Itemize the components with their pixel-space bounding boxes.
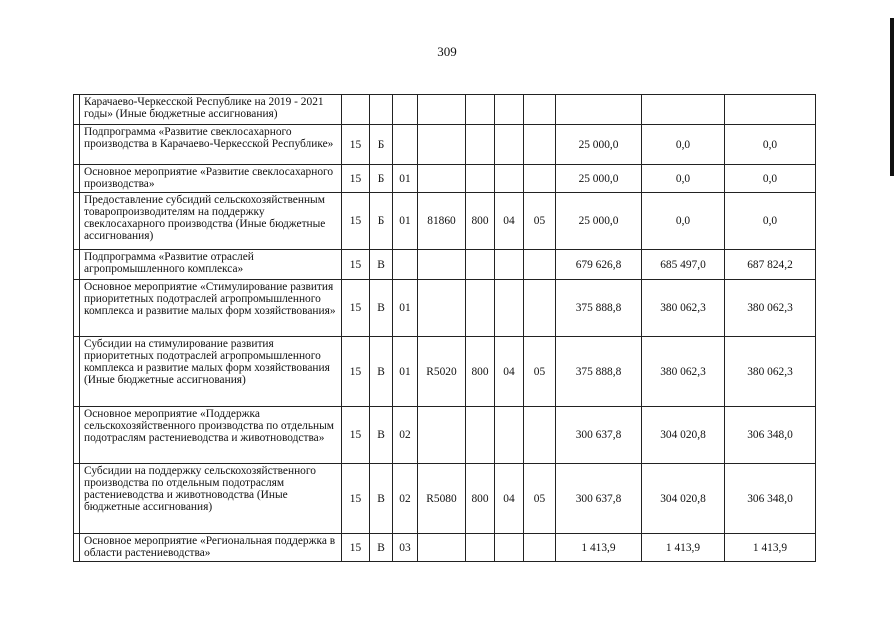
item-name: Подпрограмма «Развитие отраслей агропромышленного комплекса» <box>80 250 342 280</box>
amount-2020 <box>642 95 725 125</box>
amount-2019: 25 000,0 <box>556 165 642 193</box>
item-name: Субсидии на стимулирование развития приоритетных подотраслей агропромышленного комплекса и развитие малых форм хозяйствования (Иные бюджетные ассигнования) <box>80 337 342 407</box>
subsection: 05 <box>524 337 556 407</box>
subsection <box>524 250 556 280</box>
subsection <box>524 125 556 165</box>
program-code: 15 <box>342 165 370 193</box>
subprogram-code: Б <box>370 193 393 250</box>
subprogram-code: Б <box>370 125 393 165</box>
activity-code: 01 <box>393 165 418 193</box>
expense-type: 800 <box>466 193 495 250</box>
amount-2021: 380 062,3 <box>725 337 816 407</box>
direction-code <box>418 280 466 337</box>
amount-2020: 380 062,3 <box>642 280 725 337</box>
subsection <box>524 407 556 464</box>
table-row <box>74 250 816 280</box>
amount-2021: 380 062,3 <box>725 280 816 337</box>
budget-table <box>73 94 816 562</box>
section <box>495 280 524 337</box>
amount-2021: 306 348,0 <box>725 464 816 534</box>
direction-code <box>418 95 466 125</box>
section <box>495 534 524 562</box>
table-row <box>74 125 816 165</box>
amount-2020: 685 497,0 <box>642 250 725 280</box>
subprogram-code: В <box>370 407 393 464</box>
amount-2019: 25 000,0 <box>556 193 642 250</box>
program-code: 15 <box>342 250 370 280</box>
program-code <box>342 95 370 125</box>
amount-2020: 1 413,9 <box>642 534 725 562</box>
subsection: 05 <box>524 193 556 250</box>
table-row <box>74 193 816 250</box>
activity-code <box>393 125 418 165</box>
item-name: Субсидии на поддержку сельскохозяйственного производства по отдельным подотраслям растениеводства и животноводства (Иные бюджетные ассигнования) <box>80 464 342 534</box>
subprogram-code: В <box>370 464 393 534</box>
table-row <box>74 337 816 407</box>
amount-2020: 0,0 <box>642 125 725 165</box>
subprogram-code: Б <box>370 165 393 193</box>
table-row <box>74 464 816 534</box>
item-name: Основное мероприятие «Стимулирование развития приоритетных подотраслей агропромышленного комплекса и развитие малых форм хозяйствования» <box>80 280 342 337</box>
scan-edge-mark <box>890 18 894 176</box>
table-body <box>74 95 816 562</box>
activity-code <box>393 95 418 125</box>
expense-type <box>466 534 495 562</box>
subsection <box>524 95 556 125</box>
amount-2021: 687 824,2 <box>725 250 816 280</box>
amount-2021 <box>725 95 816 125</box>
item-name: Основное мероприятие «Развитие свеклосахарного производства» <box>80 165 342 193</box>
expense-type <box>466 250 495 280</box>
amount-2021: 0,0 <box>725 193 816 250</box>
program-code: 15 <box>342 407 370 464</box>
page-number: 309 <box>437 44 457 59</box>
expense-type <box>466 165 495 193</box>
direction-code <box>418 125 466 165</box>
amount-2019: 679 626,8 <box>556 250 642 280</box>
subprogram-code: В <box>370 337 393 407</box>
subprogram-code: В <box>370 280 393 337</box>
section <box>495 95 524 125</box>
subsection <box>524 280 556 337</box>
expense-type <box>466 95 495 125</box>
expense-type <box>466 125 495 165</box>
amount-2020: 304 020,8 <box>642 407 725 464</box>
activity-code: 03 <box>393 534 418 562</box>
amount-2020: 380 062,3 <box>642 337 725 407</box>
program-code: 15 <box>342 193 370 250</box>
amount-2021: 1 413,9 <box>725 534 816 562</box>
program-code: 15 <box>342 280 370 337</box>
expense-type <box>466 407 495 464</box>
expense-type: 800 <box>466 337 495 407</box>
expense-type <box>466 280 495 337</box>
program-code: 15 <box>342 534 370 562</box>
activity-code <box>393 250 418 280</box>
direction-code: 81860 <box>418 193 466 250</box>
amount-2021: 0,0 <box>725 125 816 165</box>
table-row <box>74 280 816 337</box>
item-name: Основное мероприятие «Региональная поддержка в области растениеводства» <box>80 534 342 562</box>
direction-code: R5080 <box>418 464 466 534</box>
subprogram-code: В <box>370 534 393 562</box>
item-name: Карачаево-Черкесской Республике на 2019 - 2021 годы» (Иные бюджетные ассигнования) <box>80 95 342 125</box>
section <box>495 250 524 280</box>
activity-code: 01 <box>393 280 418 337</box>
item-name: Подпрограмма «Развитие свеклосахарного производства в Карачаево-Черкесской Республике» <box>80 125 342 165</box>
program-code: 15 <box>342 337 370 407</box>
direction-code <box>418 250 466 280</box>
amount-2020: 0,0 <box>642 193 725 250</box>
program-code: 15 <box>342 464 370 534</box>
amount-2019 <box>556 95 642 125</box>
expense-type: 800 <box>466 464 495 534</box>
table-row <box>74 95 816 125</box>
item-name: Основное мероприятие «Поддержка сельскохозяйственного производства по отдельным подотраслям растениеводства и животноводства» <box>80 407 342 464</box>
direction-code: R5020 <box>418 337 466 407</box>
section: 04 <box>495 193 524 250</box>
section <box>495 125 524 165</box>
item-name: Предоставление субсидий сельскохозяйственным товаропроизводителям на поддержку свеклосахарного производства (Иные бюджетные ассигнования) <box>80 193 342 250</box>
subprogram-code <box>370 95 393 125</box>
subsection <box>524 534 556 562</box>
amount-2019: 375 888,8 <box>556 337 642 407</box>
amount-2020: 304 020,8 <box>642 464 725 534</box>
direction-code <box>418 407 466 464</box>
section <box>495 165 524 193</box>
table-row <box>74 534 816 562</box>
amount-2019: 300 637,8 <box>556 464 642 534</box>
activity-code: 02 <box>393 464 418 534</box>
amount-2021: 0,0 <box>725 165 816 193</box>
amount-2019: 25 000,0 <box>556 125 642 165</box>
subprogram-code: В <box>370 250 393 280</box>
activity-code: 01 <box>393 193 418 250</box>
section <box>495 407 524 464</box>
table-row <box>74 165 816 193</box>
table-row <box>74 407 816 464</box>
direction-code <box>418 165 466 193</box>
program-code: 15 <box>342 125 370 165</box>
amount-2019: 375 888,8 <box>556 280 642 337</box>
amount-2021: 306 348,0 <box>725 407 816 464</box>
activity-code: 01 <box>393 337 418 407</box>
direction-code <box>418 534 466 562</box>
amount-2019: 1 413,9 <box>556 534 642 562</box>
section: 04 <box>495 337 524 407</box>
amount-2019: 300 637,8 <box>556 407 642 464</box>
subsection: 05 <box>524 464 556 534</box>
subsection <box>524 165 556 193</box>
section: 04 <box>495 464 524 534</box>
amount-2020: 0,0 <box>642 165 725 193</box>
activity-code: 02 <box>393 407 418 464</box>
